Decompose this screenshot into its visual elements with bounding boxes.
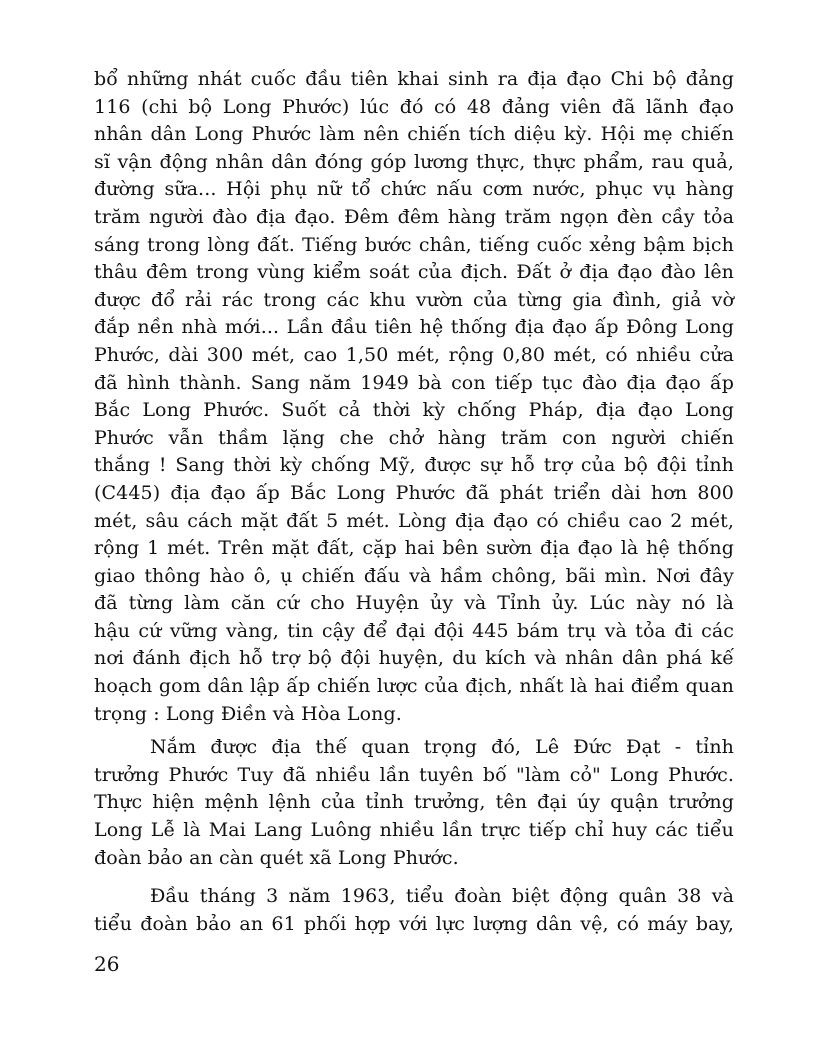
text-line: trưởng Phước Tuy đã nhiều lần tuyên bố "làm cỏ" Long Phước. [94,763,734,786]
text-line: Nắm được địa thế quan trọng đó, Lê Đức Đạt - tỉnh [150,736,734,759]
text-line: bổ những nhát cuốc đầu tiên khai sinh ra địa đạo Chi bộ đảng [94,68,734,90]
text-line: sáng trong lòng đất. Tiếng bước chân, tiếng cuốc xẻng bậm bịch [94,233,734,256]
text-line: hoạch gom dân lập ấp chiến lược của địch, nhất là hai điểm quan [94,675,734,698]
page-number: 26 [94,952,120,976]
text-line: Long Lễ là Mai Lang Luông nhiều lần trực tiếp chỉ huy các tiểu [94,819,734,842]
text-line: được đổ rải rác trong các khu vườn của từng gia đình, giả vờ [94,288,734,311]
text-line: đoàn bảo an càn quét xã Long Phước. [94,846,459,869]
text-line: thắng ! Sang thời kỳ chống Mỹ, được sự hỗ trợ của bộ đội tỉnh [94,454,734,477]
text-line: Bắc Long Phước. Suốt cả thời kỳ chống Pháp, địa đạo Long [94,399,734,422]
text-line: Thực hiện mệnh lệnh của tỉnh trưởng, tên đại úy quận trưởng [94,791,734,814]
text-line: tiểu đoàn bảo an 61 phối hợp với lực lượng dân vệ, có máy bay, [94,912,734,935]
text-line: trọng : Long Điền và Hòa Long. [94,702,402,725]
text-line: đắp nền nhà mới... Lần đầu tiên hệ thống địa đạo ấp Đông Long [94,316,734,339]
paragraph [94,734,734,872]
paragraph [94,66,734,728]
text-line: hậu cứ vững vàng, tin cậy để đại đội 445 bám trụ và tỏa đi các [94,619,734,642]
text-line: Phước vẫn thầm lặng che chở hàng trăm con người chiến [94,426,734,449]
text-line: trăm người đào địa đạo. Đêm đêm hàng trăm ngọn đèn cầy tỏa [94,205,734,228]
paragraph [94,883,734,938]
text-line: đường sữa... Hội phụ nữ tổ chức nấu cơm nước, phục vụ hàng [94,178,734,201]
text-line: đã hình thành. Sang năm 1949 bà con tiếp tục đào địa đạo ấp [94,371,734,394]
text-line: nơi đánh địch hỗ trợ bộ đội huyện, du kích và nhân dân phá kế [94,647,734,670]
text-line: đã từng làm căn cứ cho Huyện ủy và Tỉnh ủy. Lúc này nó là [94,592,734,615]
text-line: sĩ vận động nhân dân đóng góp lương thực, thực phẩm, rau quả, [94,150,734,173]
text-line: Phước, dài 300 mét, cao 1,50 mét, rộng 0,80 mét, có nhiều cửa [94,343,734,366]
text-line: nhân dân Long Phước làm nên chiến tích diệu kỳ. Hội mẹ chiến [94,123,734,146]
text-line: thâu đêm trong vùng kiểm soát của địch. Đất ở địa đạo đào lên [94,261,734,284]
text-line: (C445) địa đạo ấp Bắc Long Phước đã phát triển dài hơn 800 [94,481,734,504]
text-line: Đầu tháng 3 năm 1963, tiểu đoàn biệt động quân 38 và [150,885,734,908]
text-line: mét, sâu cách mặt đất 5 mét. Lòng địa đạo có chiều cao 2 mét, [94,509,734,532]
text-block [94,66,734,938]
text-line: giao thông hào ô, ụ chiến đấu và hầm chông, bãi mìn. Nơi đây [94,564,734,587]
text-line: 116 (chi bộ Long Phước) lúc đó có 48 đảng viên đã lãnh đạo [94,95,734,118]
text-line: rộng 1 mét. Trên mặt đất, cặp hai bên sườn địa đạo là hệ thống [94,537,734,560]
